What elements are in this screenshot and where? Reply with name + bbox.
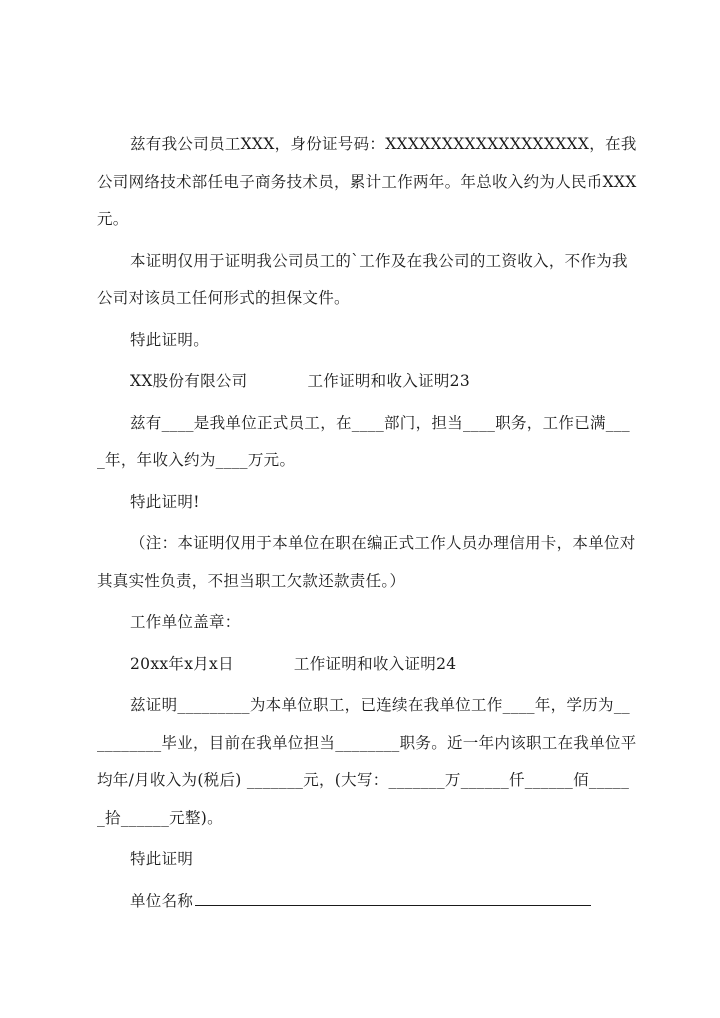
note-paragraph: （注：本证明仅用于本单位在职在编正式工作人员办理信用卡，本单位对其真实性负责，不担当职工欠款还款责任。）: [97, 534, 636, 590]
seal-label: 工作单位盖章：: [130, 613, 241, 631]
certify-line-1: 特此证明。: [130, 330, 210, 349]
date-and-heading-line: [97, 646, 637, 684]
unit-name-label: 单位名称: [130, 891, 194, 910]
certify-line-2: 特此证明!: [130, 492, 200, 511]
company-name: XX股份有限公司: [130, 372, 248, 390]
unit-name-line: [97, 883, 637, 921]
certify-line-3: 特此证明: [130, 850, 194, 868]
income-statement-paragraph: 兹证明_________为本单位职工，已连续在我单位工作____年，学历为__________毕业，目前在我单位担当________职务。近一年内该职工在我单位平均年/月收入为(税后) _______元，(大写：_______万______仟______佰______拾______元整)。: [97, 696, 637, 827]
section-heading-23: 工作证明和收入证明23: [307, 372, 471, 390]
date-text: 20xx年x月x日: [130, 654, 234, 673]
unit-name-blank: [195, 889, 591, 906]
purpose-paragraph: 本证明仅用于证明我公司员工的`工作及在我公司的工资收入，不作为我公司对该员工任何形式的担保文件。: [97, 251, 628, 307]
section-heading-24: 工作证明和收入证明24: [293, 654, 457, 673]
document-body: [97, 126, 637, 920]
fill-in-statement-paragraph: 兹有____是我单位正式员工，在____部门，担当____职务，工作已满____年，年收入约为____万元。: [97, 413, 630, 469]
employee-statement-paragraph: 兹有我公司员工XXX，身份证号码：XXXXXXXXXXXXXXXXXX，在我公司网络技术部任电子商务技术员，累计工作两年。年总收入约为人民币XXX元。: [97, 135, 637, 228]
company-and-heading-line: [97, 363, 637, 401]
